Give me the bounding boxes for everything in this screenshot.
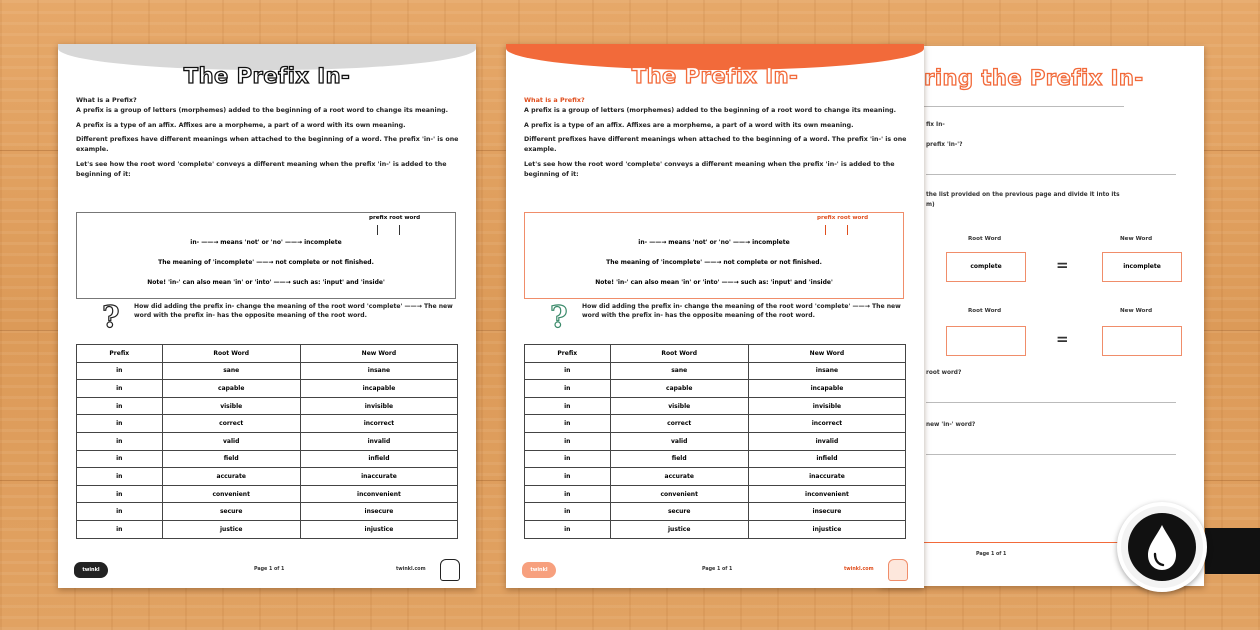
table-cell: insane <box>748 362 905 380</box>
column-header-new: New Word <box>1120 308 1153 314</box>
divider <box>926 174 1176 175</box>
table-row <box>77 450 458 468</box>
paragraph: Different prefixes have different meanings when attached to the beginning of a word. The prefix 'in-' is one example. <box>76 136 459 154</box>
example-line: The meaning of 'incomplete' ——→ not complete or not finished. <box>158 259 374 266</box>
paragraph: A prefix is a type of an affix. Affixes are a morpheme, a part of a word with its own meaning. <box>524 121 854 129</box>
root-word-box: complete <box>946 252 1026 282</box>
table-cell: correct <box>162 415 300 433</box>
arrow-down-icon <box>377 225 378 235</box>
badge-tab <box>1205 528 1260 574</box>
example-line: The meaning of 'incomplete' ——→ not complete or not finished. <box>606 259 822 266</box>
table-row <box>525 520 906 538</box>
paragraph: A prefix is a group of letters (morphemes) added to the beginning of a root word to change its meaning. <box>76 106 449 114</box>
worksheet-page-grayscale <box>58 44 476 588</box>
table-cell: visible <box>162 397 300 415</box>
table-cell: capable <box>162 380 300 398</box>
column-header-root: Root Word <box>968 308 1002 314</box>
table-cell: in <box>525 415 611 433</box>
table-cell: field <box>162 450 300 468</box>
new-word-box: incomplete <box>1102 252 1182 282</box>
table-cell: accurate <box>610 468 748 486</box>
answer-line <box>926 402 1176 403</box>
ink-drop-icon <box>1128 513 1196 581</box>
table-row <box>525 485 906 503</box>
table-cell: in <box>77 362 163 380</box>
table-row <box>77 503 458 521</box>
table-cell: infield <box>748 450 905 468</box>
table-row <box>77 397 458 415</box>
paragraph: Different prefixes have different meanings when attached to the beginning of a word. The prefix 'in-' is one example. <box>524 136 907 154</box>
example-line: Note! 'in-' can also mean 'in' or 'into' ——→ such as: 'input' and 'inside' <box>595 279 833 286</box>
instruction-text: fix In- <box>926 122 945 128</box>
mascot-icon <box>440 559 460 581</box>
example-line: in- ——→ means 'not' or 'no' ——→ incomplete <box>638 239 790 246</box>
table-cell: injustice <box>300 520 457 538</box>
instruction-text: the list provided on the previous page and divide it into its <box>926 192 1120 198</box>
table-cell: inaccurate <box>748 468 905 486</box>
page-number: Page 1 of 1 <box>702 567 733 572</box>
table-cell: in <box>77 415 163 433</box>
question-block <box>550 300 904 338</box>
table-row <box>525 380 906 398</box>
table-cell: visible <box>610 397 748 415</box>
divider <box>924 106 1124 107</box>
question-mark-icon: ? <box>550 300 568 335</box>
twinkl-logo: twinkl <box>522 562 556 578</box>
table-row <box>77 415 458 433</box>
table-row <box>525 503 906 521</box>
table-cell: incapable <box>748 380 905 398</box>
paragraph: A prefix is a group of letters (morphemes) added to the beginning of a root word to change its meaning. <box>524 106 897 114</box>
table-cell: sane <box>162 362 300 380</box>
table-cell: in <box>77 503 163 521</box>
column-header-root: Root Word <box>968 236 1002 242</box>
mascot-icon <box>888 559 908 581</box>
table-cell: in <box>77 397 163 415</box>
table-cell: in <box>525 380 611 398</box>
table-row <box>525 450 906 468</box>
table-cell: correct <box>610 415 748 433</box>
table-cell: in <box>77 485 163 503</box>
prefix-table <box>76 344 458 539</box>
equals-sign: = <box>1056 330 1069 348</box>
arrow-down-icon <box>399 225 400 235</box>
table-cell: secure <box>610 503 748 521</box>
paragraph: Let's see how the root word 'complete' conveys a different meaning when the prefix 'in-' is added to the beginning of it: <box>524 160 895 178</box>
ink-drop-badge <box>1117 502 1207 592</box>
table-cell: in <box>77 432 163 450</box>
table-cell: sane <box>610 362 748 380</box>
table-row <box>525 397 906 415</box>
arrow-down-icon <box>847 225 848 235</box>
table-cell: infield <box>300 450 457 468</box>
table-row <box>525 468 906 486</box>
table-cell: insane <box>300 362 457 380</box>
equals-sign: = <box>1056 256 1069 274</box>
new-word-input[interactable] <box>1102 326 1182 356</box>
section-heading: What is a Prefix? <box>524 96 585 104</box>
table-cell: in <box>525 503 611 521</box>
table-cell: in <box>525 450 611 468</box>
table-cell: in <box>77 468 163 486</box>
table-cell: in <box>77 520 163 538</box>
instruction-text: new 'in-' word? <box>926 422 976 428</box>
table-cell: in <box>525 468 611 486</box>
intro-text <box>76 96 460 184</box>
table-row <box>525 432 906 450</box>
table-header: Root Word <box>610 345 748 363</box>
table-header: Prefix <box>77 345 163 363</box>
table-row <box>77 520 458 538</box>
table-cell: invisible <box>748 397 905 415</box>
table-cell: convenient <box>162 485 300 503</box>
table-cell: invalid <box>300 432 457 450</box>
page-footer <box>58 554 476 588</box>
table-row <box>77 485 458 503</box>
table-cell: capable <box>610 380 748 398</box>
table-cell: incorrect <box>300 415 457 433</box>
page-title: ring the Prefix In- <box>924 66 1144 90</box>
table-cell: in <box>77 450 163 468</box>
example-line: in- ——→ means 'not' or 'no' ——→ incomplete <box>190 239 342 246</box>
table-row <box>525 362 906 380</box>
question-block <box>102 300 456 338</box>
question-text: How did adding the prefix in- change the meaning of the root word 'complete' ——→ The new word with the prefix in- has the opposite meaning of the root word. <box>134 303 453 320</box>
table-header: New Word <box>300 345 457 363</box>
prefix-table <box>524 344 906 539</box>
footer-link: twinkl.com <box>844 567 874 572</box>
instruction-text: root word? <box>926 370 962 376</box>
example-tag: prefix root word <box>369 215 421 221</box>
table-cell: invalid <box>748 432 905 450</box>
table-cell: incapable <box>300 380 457 398</box>
table-row <box>77 468 458 486</box>
worksheet-page-color <box>506 44 924 588</box>
page-number: Page 1 of 1 <box>976 552 1007 557</box>
table-cell: inconvenient <box>300 485 457 503</box>
table-cell: incorrect <box>748 415 905 433</box>
table-cell: convenient <box>610 485 748 503</box>
footer-link: twinkl.com <box>396 567 426 572</box>
root-word-input[interactable] <box>946 326 1026 356</box>
table-cell: insecure <box>300 503 457 521</box>
table-cell: justice <box>162 520 300 538</box>
section-heading: What is a Prefix? <box>76 96 137 104</box>
table-cell: justice <box>610 520 748 538</box>
table-cell: secure <box>162 503 300 521</box>
example-tag: prefix root word <box>817 215 869 221</box>
table-row <box>77 380 458 398</box>
table-cell: in <box>77 380 163 398</box>
table-header: New Word <box>748 345 905 363</box>
question-text: How did adding the prefix in- change the meaning of the root word 'complete' ——→ The new word with the prefix in- has the opposite meaning of the root word. <box>582 303 901 320</box>
table-header: Prefix <box>525 345 611 363</box>
badge-circle <box>1128 513 1196 581</box>
table-header: Root Word <box>162 345 300 363</box>
intro-text <box>524 96 908 184</box>
instruction-text: m) <box>926 202 935 208</box>
page-footer <box>506 554 924 588</box>
example-box <box>76 212 456 299</box>
paragraph: Let's see how the root word 'complete' conveys a different meaning when the prefix 'in-' is added to the beginning of it: <box>76 160 447 178</box>
instruction-text: prefix 'in-'? <box>926 142 963 148</box>
table-row <box>525 415 906 433</box>
table-cell: insecure <box>748 503 905 521</box>
table-cell: field <box>610 450 748 468</box>
table-cell: accurate <box>162 468 300 486</box>
table-cell: in <box>525 362 611 380</box>
table-cell: in <box>525 485 611 503</box>
table-cell: inaccurate <box>300 468 457 486</box>
table-cell: in <box>525 397 611 415</box>
table-cell: invisible <box>300 397 457 415</box>
page-title: The Prefix In- <box>631 64 799 88</box>
table-cell: valid <box>162 432 300 450</box>
example-line: Note! 'in-' can also mean 'in' or 'into' ——→ such as: 'input' and 'inside' <box>147 279 385 286</box>
page-title: The Prefix In- <box>183 64 351 88</box>
table-cell: inconvenient <box>748 485 905 503</box>
answer-line <box>926 454 1176 455</box>
paragraph: A prefix is a type of an affix. Affixes are a morpheme, a part of a word with its own meaning. <box>76 121 406 129</box>
page-number: Page 1 of 1 <box>254 567 285 572</box>
example-box <box>524 212 904 299</box>
column-header-new: New Word <box>1120 236 1153 242</box>
table-row <box>77 362 458 380</box>
table-cell: valid <box>610 432 748 450</box>
arrow-down-icon <box>825 225 826 235</box>
table-cell: injustice <box>748 520 905 538</box>
table-cell: in <box>525 432 611 450</box>
question-mark-icon: ? <box>102 300 120 335</box>
table-cell: in <box>525 520 611 538</box>
twinkl-logo: twinkl <box>74 562 108 578</box>
table-row <box>77 432 458 450</box>
